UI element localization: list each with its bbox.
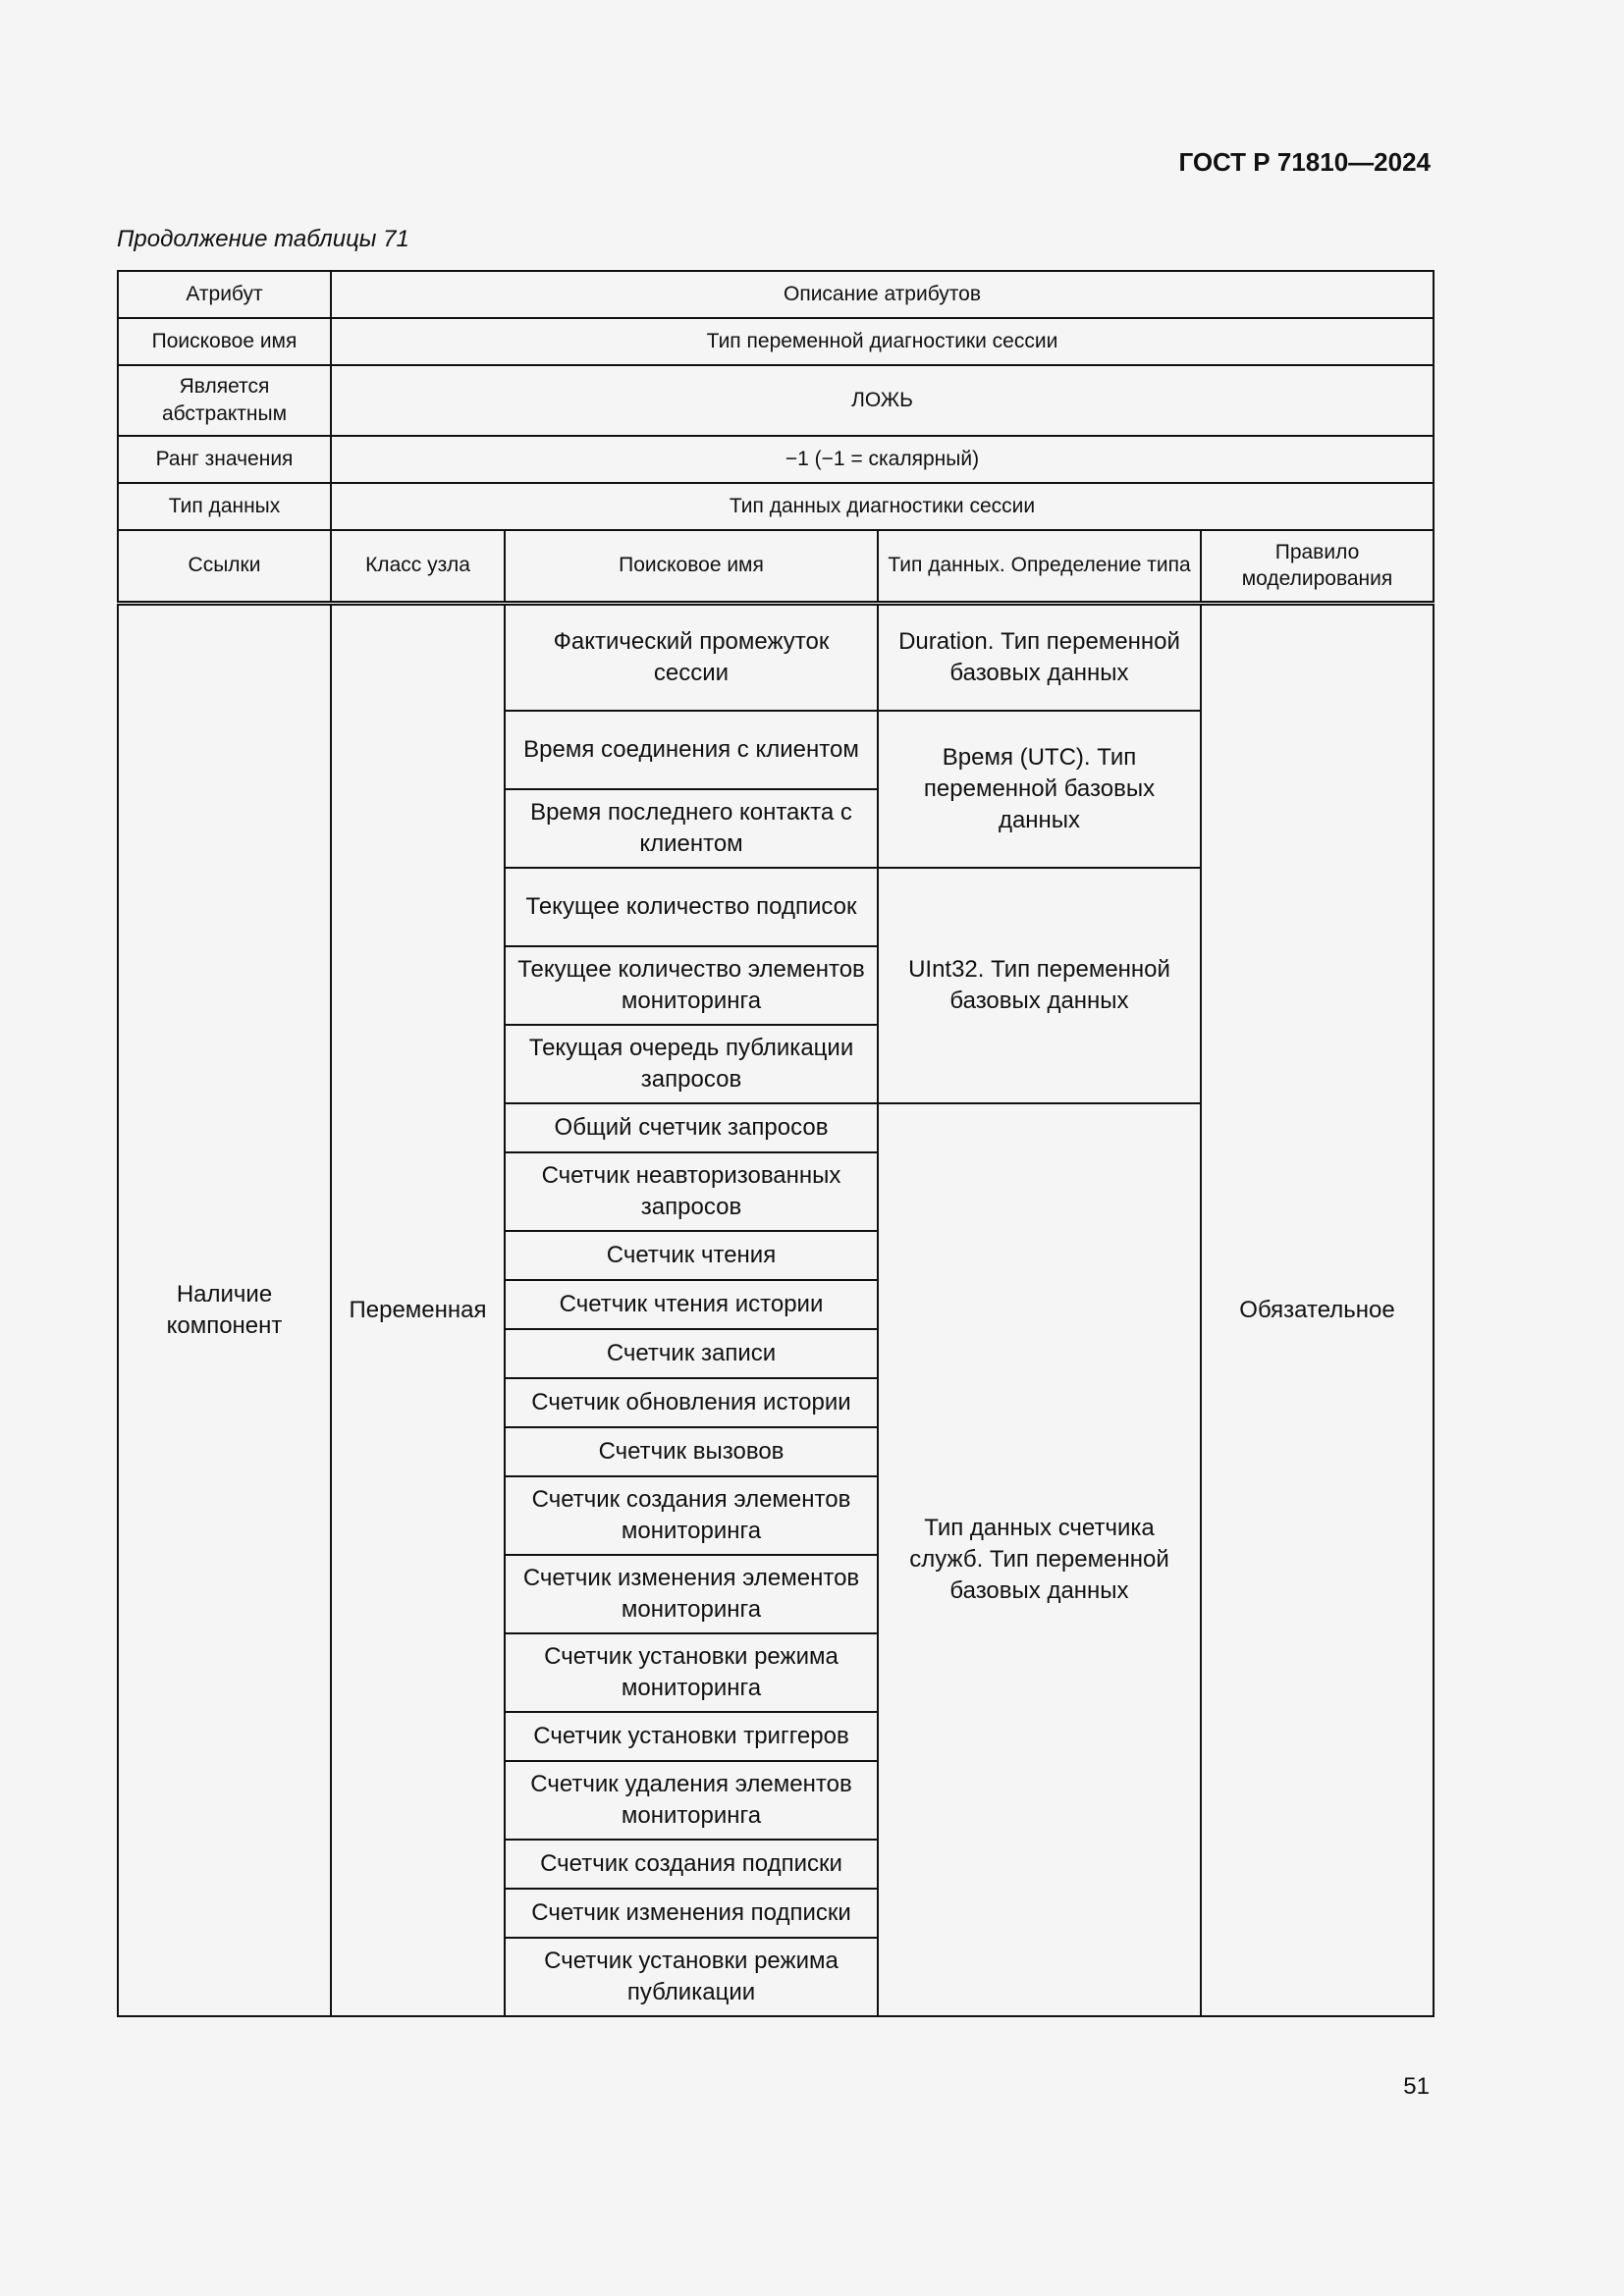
table-row [118,603,1434,711]
type-cell: Тип данных счетчика служб. Тип переменной базовых данных [878,1103,1201,2016]
type-cell: Duration. Тип переменной базовых данных [878,603,1201,711]
browse-name-cell: Счетчик изменения подписки [505,1889,878,1938]
attr-value: Тип данных диагностики сессии [331,483,1434,530]
column-header: Правило моделирования [1201,530,1434,603]
browse-name-cell: Текущая очередь публикации запросов [505,1025,878,1103]
reference-cell: Наличие компонент [118,603,331,2016]
type-cell: UInt32. Тип переменной базовых данных [878,868,1201,1103]
attr-name: Поисковое имя [118,318,331,365]
browse-name-cell: Общий счетчик запросов [505,1103,878,1152]
table-row [118,318,1434,365]
browse-name-cell: Счетчик неавторизованных запросов [505,1152,878,1231]
browse-name-cell: Счетчик чтения истории [505,1280,878,1329]
attr-value: −1 (−1 = скалярный) [331,436,1434,483]
table-row [118,436,1434,483]
browse-name-cell: Счетчик записи [505,1329,878,1378]
browse-name-cell: Счетчик создания элементов мониторинга [505,1476,878,1555]
table-caption: Продолжение таблицы 71 [117,226,409,252]
column-header: Класс узла [331,530,505,603]
attr-name: Ранг значения [118,436,331,483]
page-number: 51 [1403,2073,1430,2100]
attr-value: ЛОЖЬ [331,365,1434,436]
browse-name-cell: Счетчик вызовов [505,1427,878,1476]
browse-name-cell: Время соединения с клиентом [505,711,878,789]
attr-name: Атрибут [118,271,331,318]
browse-name-cell: Счетчик установки режима публикации [505,1938,878,2016]
column-header: Ссылки [118,530,331,603]
attr-value: Тип переменной диагностики сессии [331,318,1434,365]
browse-name-cell: Счетчик создания подписки [505,1840,878,1889]
column-header-row [118,530,1434,603]
browse-name-cell: Время последнего контакта с клиентом [505,789,878,868]
node-class-cell: Переменная [331,603,505,2016]
document-code: ГОСТ Р 71810—2024 [1178,147,1431,177]
table-row [118,365,1434,436]
browse-name-cell: Счетчик удаления элементов мониторинга [505,1761,878,1840]
browse-name-cell: Текущее количество подписок [505,868,878,946]
browse-name-cell: Счетчик изменения элементов мониторинга [505,1555,878,1633]
attr-value: Описание атрибутов [331,271,1434,318]
browse-name-cell: Счетчик обновления истории [505,1378,878,1427]
browse-name-cell: Счетчик чтения [505,1231,878,1280]
table-row [118,271,1434,318]
modelling-rule-cell: Обязательное [1201,603,1434,2016]
browse-name-cell: Счетчик установки триггеров [505,1712,878,1761]
attr-name: Является абстрактным [118,365,331,436]
browse-name-cell: Текущее количество элементов мониторинга [505,946,878,1025]
column-header: Тип данных. Определение типа [878,530,1201,603]
table-row [118,483,1434,530]
attr-name: Тип данных [118,483,331,530]
browse-name-cell: Счетчик установки режима мониторинга [505,1633,878,1712]
browse-name-cell: Фактический промежуток сессии [505,603,878,711]
column-header: Поисковое имя [505,530,878,603]
type-cell: Время (UTC). Тип переменной базовых данных [878,711,1201,868]
attributes-table [117,270,1435,2017]
